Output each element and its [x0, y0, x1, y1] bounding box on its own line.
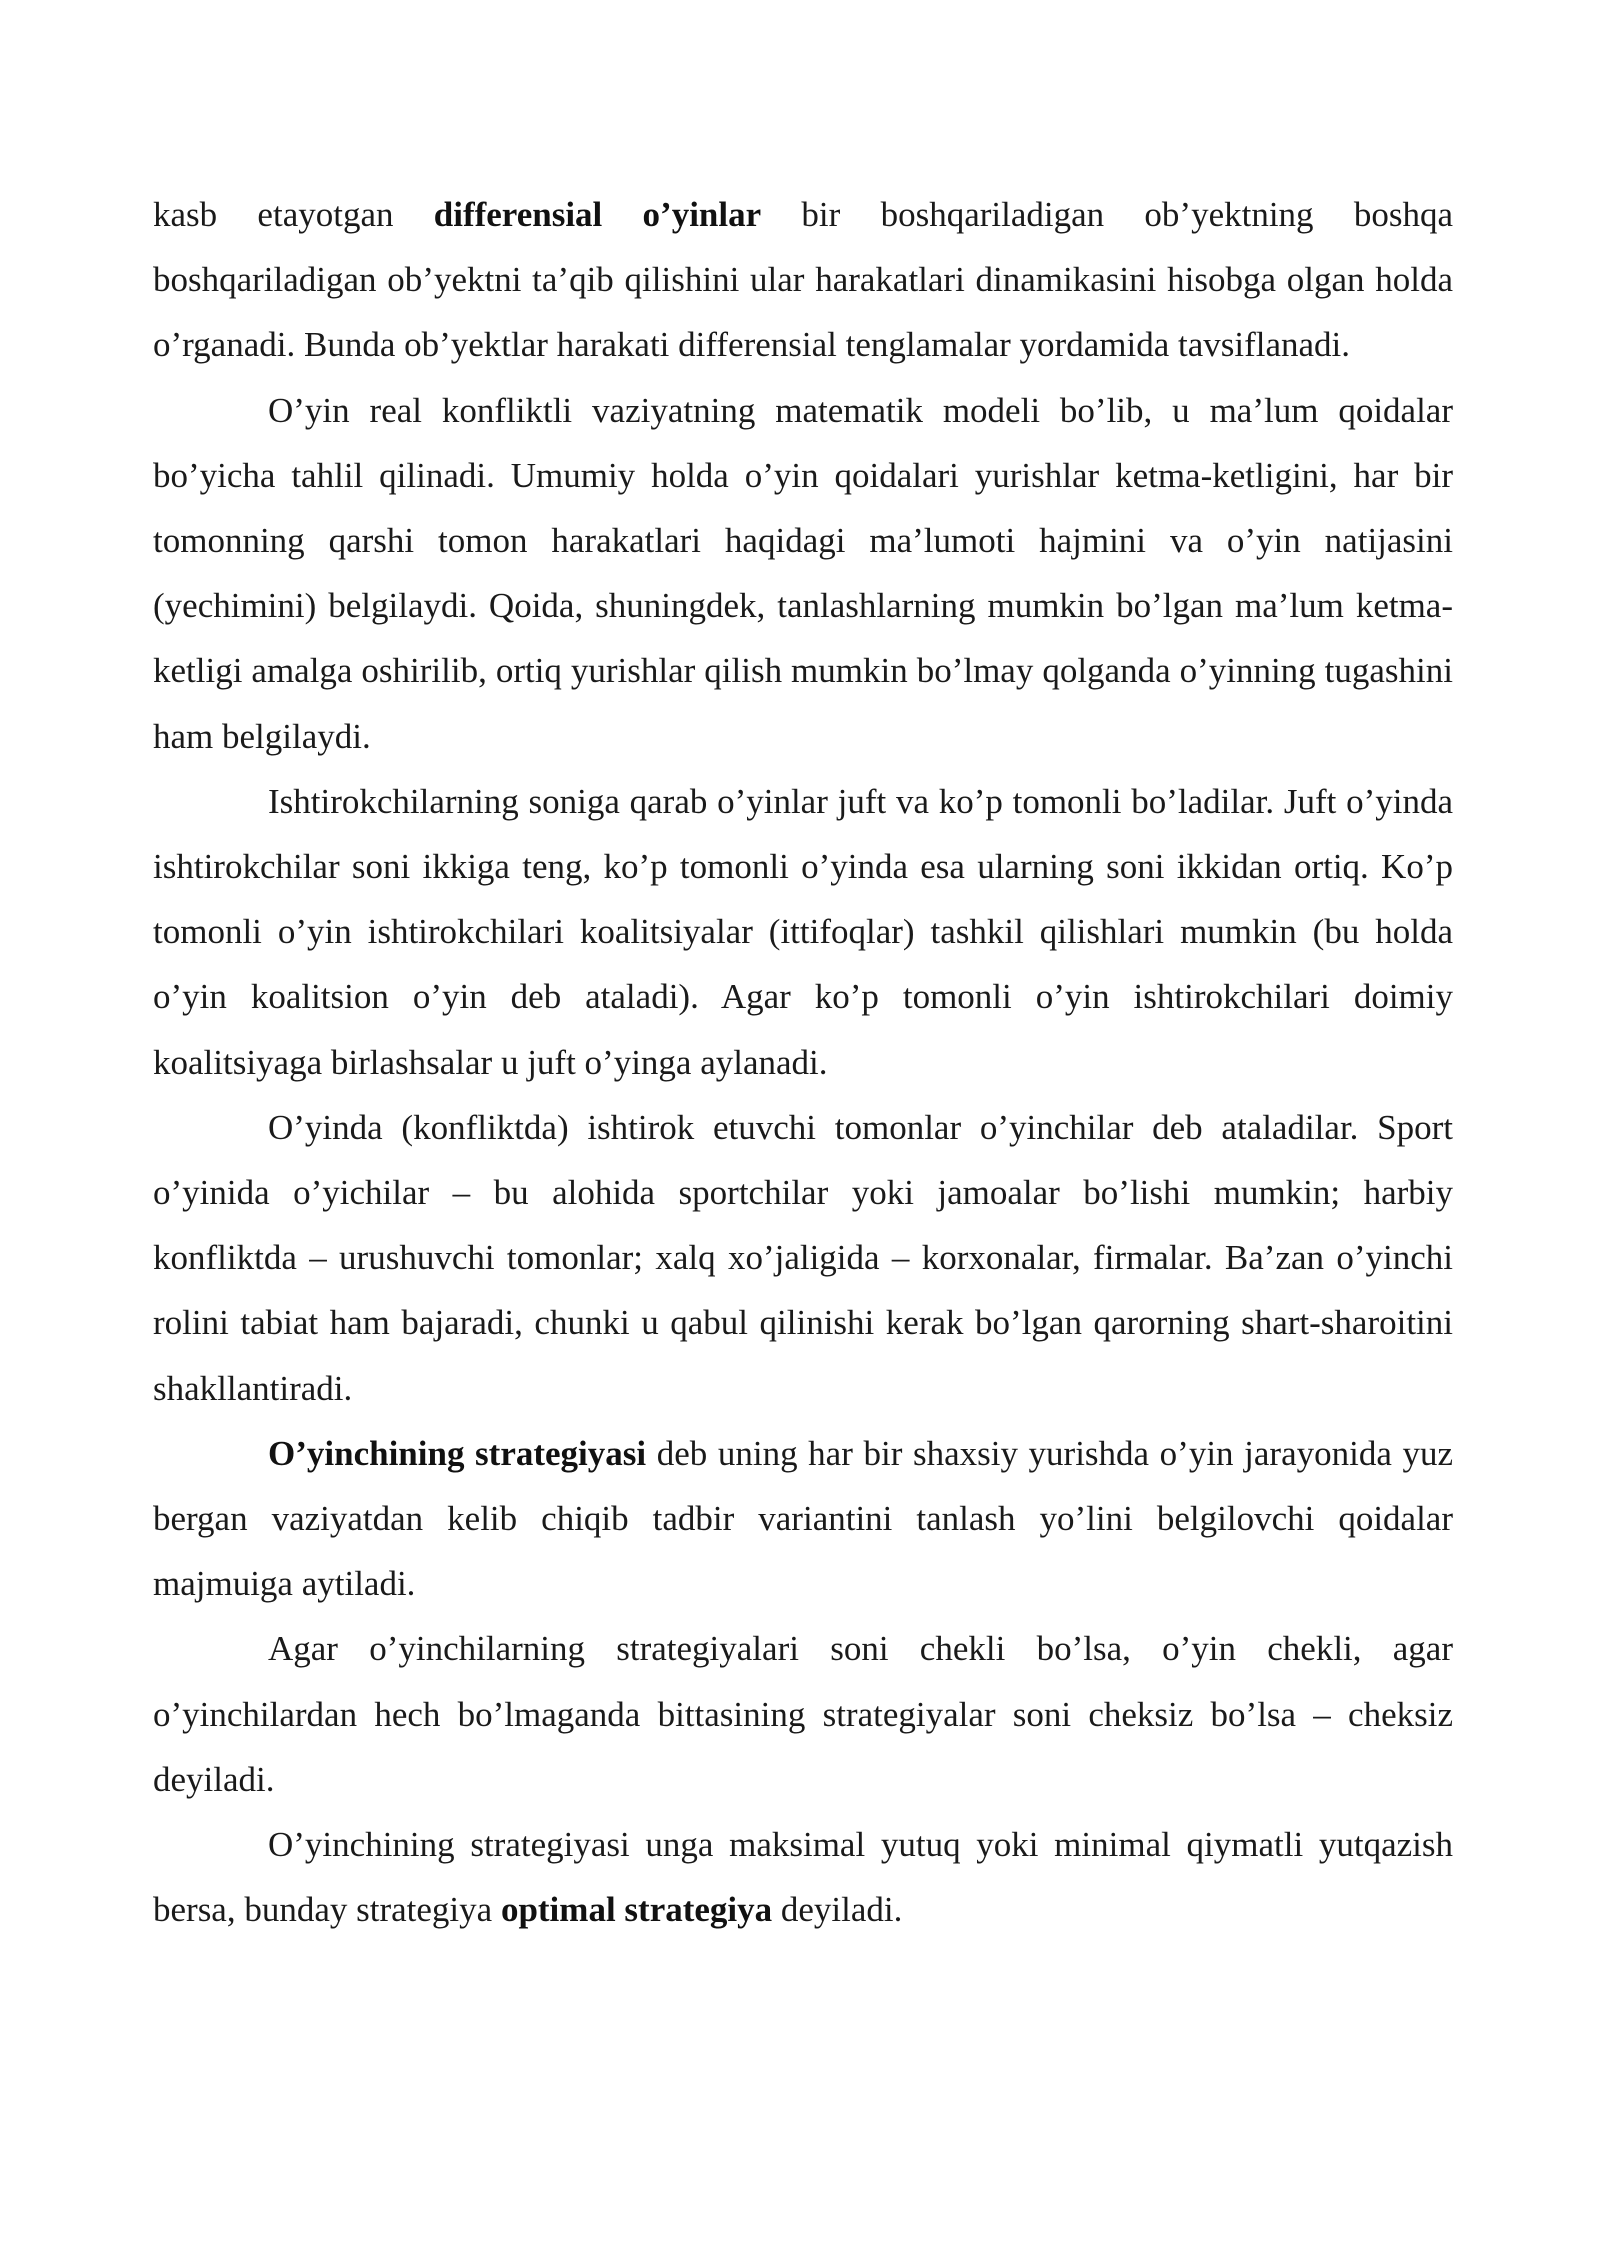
paragraph-6	[153, 1616, 1453, 1812]
paragraph-2-text: O’yin real konfliktli vaziyatning matematik modeli bo’lib, u ma’lum qoidalar bo’yicha tahlil qilinadi. Umumiy holda o’yin qoidalari yurishlar ketma-ketligini, har bir tomonning qarshi tomon harakatlari haqidagi ma’lumoti hajmini va o’yin natijasini (yechimini) belgilaydi. Qoida, shuningdek, tanlashlarning mumkin bo’lgan ma’lum ketma-ketligi amalga oshirilib, ortiq yurishlar qilish mumkin bo’lmay qolganda o’yinning tugashini ham belgilaydi.	[153, 390, 1453, 756]
term-oyinchining-strategiyasi: O’yinchining strategiyasi	[268, 1433, 647, 1473]
paragraph-5-run-2: deb uning har bir shaxsiy yurishda o’yin jarayonida yuz bergan vaziyatdan kelib chiqib tadbir variantini tanlash yo’lini belgilovchi qoidalar majmuiga aytiladi.	[153, 1433, 1453, 1604]
paragraph-3	[153, 769, 1453, 1095]
term-differensial-oyinlar: differensial o’yinlar	[433, 195, 762, 234]
paragraph-4-text: O’yinda (konfliktda) ishtirok etuvchi tomonlar o’yinchilar deb ataladilar. Sport o’yinida o’yichilar – bu alohida sportchilar yoki jamoalar bo’lishi mumkin; harbiy konfliktda – urushuvchi tomonlar; xalq xo’jaligida – korxonalar, firmalar. Ba’zan o’yinchi rolini tabiat ham bajaradi, chunki u qabul qilinishi kerak bo’lgan qarorning shart-sharoitini shakllantiradi.	[153, 1107, 1453, 1408]
document-page	[153, 182, 1453, 1942]
term-optimal-strategiya: optimal strategiya	[500, 1890, 773, 1930]
paragraph-2	[153, 378, 1453, 769]
paragraph-6-text: Agar o’yinchilarning strategiyalari soni chekli bo’lsa, o’yin chekli, agar o’yinchilardan hech bo’lmaganda bittasining strategiyalar soni cheksiz bo’lsa – cheksiz deyiladi.	[153, 1629, 1453, 1799]
paragraph-5	[153, 1421, 1453, 1617]
paragraph-7-run-3: deyiladi.	[772, 1890, 903, 1930]
paragraph-4	[153, 1095, 1453, 1421]
paragraph-7-run-1: O’yinchining strategiyasi unga maksimal yutuq yoki minimal qiymatli yutqazish bersa, bunday strategiya	[153, 1825, 1453, 1930]
paragraph-7	[153, 1812, 1453, 1942]
paragraph-1-run-1: kasb etayotgan	[153, 195, 434, 234]
paragraph-1-run-3: bir boshqariladigan ob’yektning boshqa boshqariladigan ob’yektni ta’qib qilishini ular harakatlari dinamikasini hisobga olgan holda o’rganadi. Bunda ob’yektlar harakati differensial tenglamalar yordamida tavsiflanadi.	[153, 195, 1453, 365]
paragraph-1	[153, 182, 1453, 378]
paragraph-3-text: Ishtirokchilarning soniga qarab o’yinlar juft va ko’p tomonli bo’ladilar. Juft o’yinda ishtirokchilar soni ikkiga teng, ko’p tomonli o’yinda esa ularning soni ikkidan ortiq. Ko’p tomonli o’yin ishtirokchilari koalitsiyalar (ittifoqlar) tashkil qilishlari mumkin (bu holda o’yin koalitsion o’yin deb ataladi). Agar ko’p tomonli o’yin ishtirokchilari doimiy koalitsiyaga birlashsalar u juft o’yinga aylanadi.	[153, 781, 1453, 1082]
